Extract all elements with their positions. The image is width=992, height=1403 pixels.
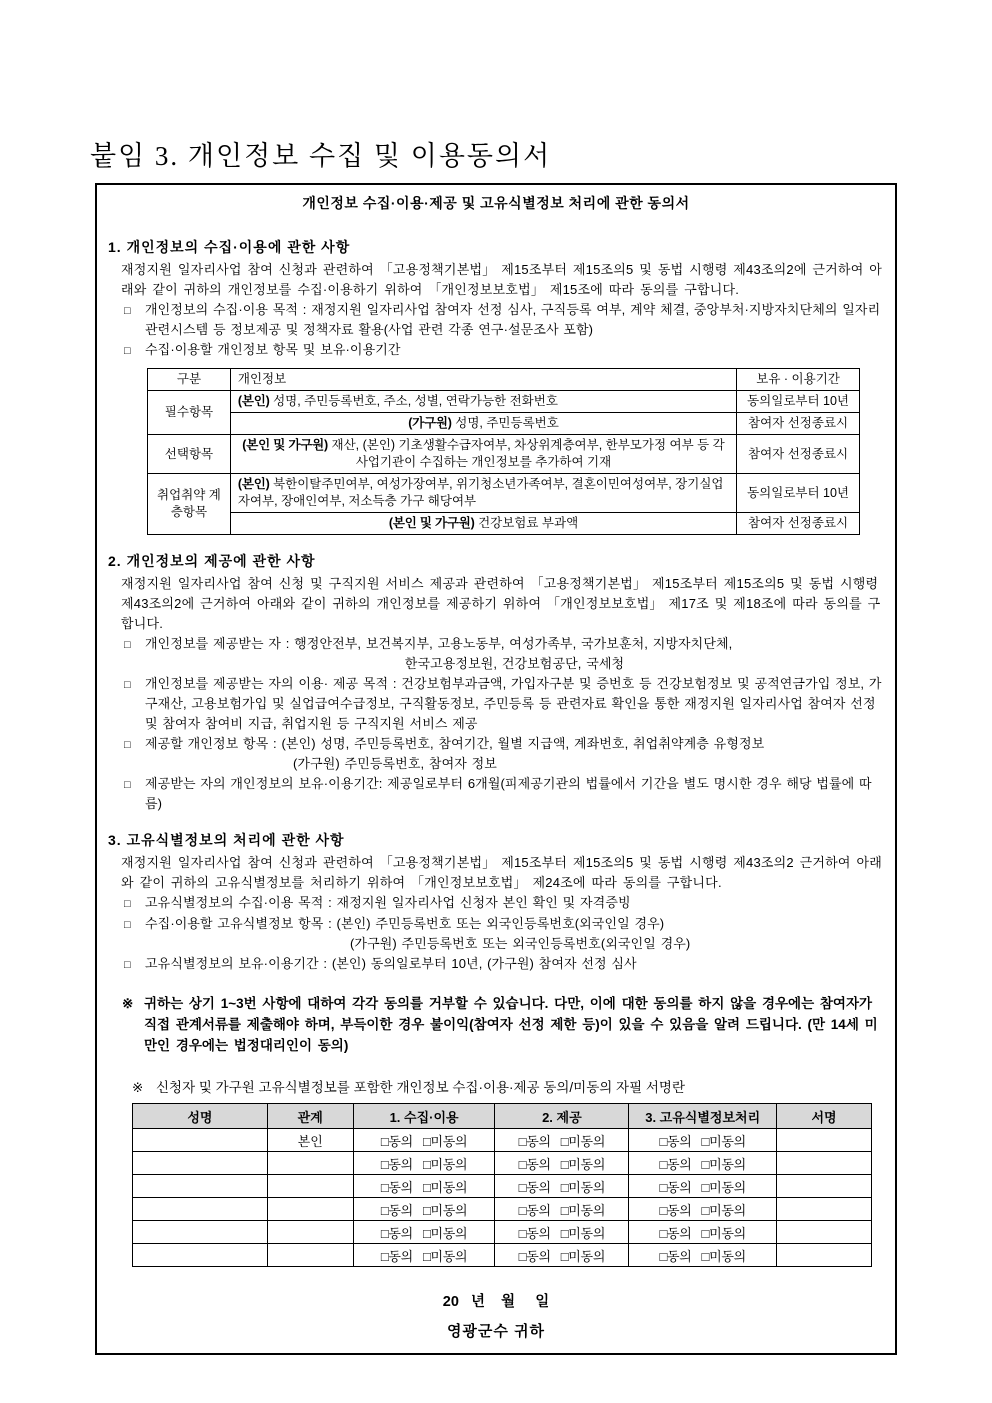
signature-table-caption <box>132 1078 884 1098</box>
agree-checkbox[interactable]: □동의 <box>380 1225 413 1241</box>
square-bullet-icon: □ <box>124 898 131 910</box>
consent-cell-unique-id <box>629 1244 777 1267</box>
bullet-text: 제공받는 자의 개인정보의 보유·이용기간: 제공일로부터 6개월(피제공기관의 법률에서 기간을 별도 명시한 경우 해당 법률에 따름) <box>145 776 872 811</box>
square-bullet-icon: □ <box>124 305 131 317</box>
name-input-cell[interactable] <box>133 1129 268 1152</box>
square-bullet-icon: □ <box>124 739 131 751</box>
col-header-collection-use: 1. 수집·이용 <box>353 1104 495 1129</box>
subject-label: (본인 및 가구원) <box>242 438 329 452</box>
consent-cell-provision <box>495 1129 629 1152</box>
section-2-intro: 재정지원 일자리사업 참여 신청 및 구직지원 서비스 제공과 관련하여 「고용정책기본법」 제15조부터 제15조의5 및 동법 시행령 제43조의2에 근거하여 아래와 같이 귀하의 개인정보를 제공하기 위하여 「개인정보보호법」 제17조 및 제18조에 따라 동의를 구합니다. <box>121 576 881 631</box>
info-text: 성명, 주민등록번호, 주소, 성별, 연락가능한 전화번호 <box>269 394 558 408</box>
bullet-text <box>145 634 884 674</box>
consent-cell-unique-id <box>629 1198 777 1221</box>
disagree-checkbox[interactable]: □미동의 <box>422 1202 468 1218</box>
agree-checkbox[interactable]: □동의 <box>380 1202 413 1218</box>
disagree-checkbox[interactable]: □미동의 <box>422 1179 468 1195</box>
disagree-checkbox[interactable]: □미동의 <box>701 1248 746 1264</box>
signature-header-row <box>133 1104 872 1129</box>
disagree-checkbox[interactable]: □미동의 <box>701 1179 746 1195</box>
signature-input-cell[interactable] <box>777 1198 872 1221</box>
signature-row <box>133 1129 872 1152</box>
name-input-cell[interactable] <box>133 1152 268 1175</box>
bullet-text: 수집·이용할 개인정보 항목 및 보유·이용기간 <box>145 342 401 357</box>
table-row <box>148 435 860 474</box>
refusal-notice <box>122 993 884 1056</box>
section-1-intro: 재정지원 일자리사업 참여 신청과 관련하여 「고용정책기본법」 제15조부터 제15조의5 및 동법 시행령 제43조의2에 근거하여 아래와 같이 귀하의 개인정보를 수집·이용하기 위하여 「개인정보보호법」 제15조에 따라 동의를 구합니다. <box>121 262 883 297</box>
square-bullet-icon: □ <box>124 639 131 651</box>
signature-row <box>133 1221 872 1244</box>
section-3-bullet-items <box>124 914 884 954</box>
disagree-checkbox[interactable]: □미동의 <box>560 1225 606 1241</box>
disagree-checkbox[interactable]: □미동의 <box>422 1248 468 1264</box>
section-2-bullet-retention <box>124 774 884 814</box>
bullet-text: 개인정보를 제공받는 자의 이용· 제공 목적 : 건강보험부과금액, 가입자구분 및 증번호 등 건강보험정보 및 공적연금가입 정보, 가구재산, 고용보험가입 및 실업급여수급정보, 구직활동정보, 주민등록 등 관련자료 확인을 통한 재정지원 일자리사업 참여자 선정 및 참여자 참여비 지급, 취업지원 등 구직지원 서비스 제공 <box>145 676 882 731</box>
relation-input-cell[interactable] <box>267 1198 353 1221</box>
col-header-relation: 관계 <box>267 1104 353 1129</box>
agree-checkbox[interactable]: □동의 <box>518 1179 551 1195</box>
agree-checkbox[interactable]: □동의 <box>518 1225 551 1241</box>
consent-cell-unique-id <box>629 1152 777 1175</box>
consent-cell-unique-id <box>629 1129 777 1152</box>
subject-label: (가구원) <box>408 416 452 430</box>
relation-cell: 본인 <box>267 1129 353 1152</box>
info-text: 건강보험료 부과액 <box>474 516 579 530</box>
section-1-bullet-purpose <box>124 300 884 340</box>
info-cell <box>230 474 736 513</box>
category-required: 필수항목 <box>148 391 231 435</box>
relation-input-cell[interactable] <box>267 1244 353 1267</box>
refusal-notice-text: 귀하는 상기 1~3번 사항에 대하여 각각 동의를 거부할 수 있습니다. 다만, 이에 대한 동의를 하지 않을 경우에는 참여자가 직접 관계서류를 제출해야 하며, 부득이한 경우 불이익(참여자 선정 제한 등)이 있을 수 있음을 알려 드립니다. (만 14세 미만인 경우에는 법정대리인이 동의) <box>144 996 878 1053</box>
category-optional: 선택항목 <box>148 435 231 474</box>
bullet-line-2: (가구원) 주민등록번호, 참여자 정보 <box>293 756 497 771</box>
section-1-heading: 1. 개인정보의 수집·이용에 관한 사항 <box>108 239 351 255</box>
square-bullet-icon: □ <box>124 679 131 691</box>
disagree-checkbox[interactable]: □미동의 <box>422 1156 468 1172</box>
agree-checkbox[interactable]: □동의 <box>518 1202 551 1218</box>
section-2-bullet-purpose <box>124 674 884 734</box>
col-header-personal-info: 개인정보 <box>230 369 736 391</box>
signature-input-cell[interactable] <box>777 1152 872 1175</box>
bullet-text: 개인정보의 수집·이용 목적 : 재정지원 일자리사업 참여자 선정 심사, 구직등록 여부, 계약 체결, 중앙부처·지방자치단체의 일자리관련시스템 등 정보제공 및 정책자료 활용(사업 관련 각종 연구·설문조사 포함) <box>145 302 881 337</box>
consent-cell-provision <box>495 1244 629 1267</box>
table-row <box>148 474 860 513</box>
table-row <box>148 513 860 535</box>
reference-mark-icon: ※ <box>122 996 134 1011</box>
name-input-cell[interactable] <box>133 1175 268 1198</box>
retention-cell: 참여자 선정종료시 <box>737 513 860 535</box>
section-2-heading: 2. 개인정보의 제공에 관한 사항 <box>108 553 316 569</box>
disagree-checkbox[interactable]: □미동의 <box>701 1202 746 1218</box>
signature-row <box>133 1152 872 1175</box>
bullet-text: 고유식별정보의 보유·이용기간 : (본인) 동의일로부터 10년, (가구원) 참여자 선정 심사 <box>145 956 637 971</box>
agree-checkbox[interactable]: □동의 <box>380 1156 413 1172</box>
relation-input-cell[interactable] <box>267 1221 353 1244</box>
col-header-category: 구분 <box>148 369 231 391</box>
relation-input-cell[interactable] <box>267 1175 353 1198</box>
disagree-checkbox[interactable]: □미동의 <box>560 1202 606 1218</box>
bullet-text <box>145 914 884 954</box>
name-input-cell[interactable] <box>133 1221 268 1244</box>
bullet-text <box>145 734 884 774</box>
consent-cell-collection <box>353 1198 495 1221</box>
recipient-line: 영광군수 귀하 <box>446 1323 546 1340</box>
relation-input-cell[interactable] <box>267 1152 353 1175</box>
retention-cell: 동의일로부터 10년 <box>737 474 860 513</box>
col-header-signature: 서명 <box>777 1104 872 1129</box>
disagree-checkbox[interactable]: □미동의 <box>701 1225 746 1241</box>
signature-input-cell[interactable] <box>777 1221 872 1244</box>
consent-form-box <box>95 183 897 1355</box>
bullet-line-1: 수집·이용할 고유식별정보 항목 : (본인) 주민등록번호 또는 외국인등록번호(외국인일 경우) <box>145 916 665 931</box>
consent-cell-collection <box>353 1244 495 1267</box>
subject-label: (본인) <box>237 394 270 408</box>
section-3-bullet-purpose <box>124 893 884 914</box>
name-input-cell[interactable] <box>133 1244 268 1267</box>
bullet-text: 고유식별정보의 수집·이용 목적 : 재정지원 일자리사업 신청자 본인 확인 및 자격증빙 <box>145 895 631 910</box>
consent-cell-collection <box>353 1152 495 1175</box>
consent-cell-unique-id <box>629 1221 777 1244</box>
disagree-checkbox[interactable]: □미동의 <box>422 1133 468 1149</box>
disagree-checkbox[interactable]: □미동의 <box>701 1133 746 1149</box>
signature-table <box>132 1103 872 1267</box>
subject-label: (본인) <box>237 477 270 491</box>
table-header-row <box>148 369 860 391</box>
signature-row <box>133 1198 872 1221</box>
bullet-line-1: 제공할 개인정보 항목 : (본인) 성명, 주민등록번호, 참여기간, 월별 지급액, 계좌번호, 취업취약계층 유형정보 <box>145 736 765 751</box>
section-2-bullet-recipients <box>124 634 884 674</box>
name-input-cell[interactable] <box>133 1198 268 1221</box>
info-text: 북한이탈주민여부, 여성가장여부, 위기청소년가족여부, 결혼이민여성여부, 장기실업자여부, 장애인여부, 저소득층 가구 해당여부 <box>237 477 724 508</box>
agree-checkbox[interactable]: □동의 <box>659 1179 692 1195</box>
signature-row <box>133 1175 872 1198</box>
date-line: 20 년 월 일 <box>442 1294 550 1310</box>
personal-info-table <box>147 368 860 535</box>
page-title: 붙임 3. 개인정보 수집 및 이용동의서 <box>90 141 552 171</box>
col-header-retention: 보유 · 이용기간 <box>737 369 860 391</box>
col-header-unique-id: 3. 고유식별정보처리 <box>629 1104 777 1129</box>
agree-checkbox[interactable]: □동의 <box>518 1156 551 1172</box>
reference-mark-icon: ※ <box>132 1080 144 1095</box>
info-text: 재산, (본인) 기초생활수급자여부, 차상위계층여부, 한부모가정 여부 등 각 사업기관이 수집하는 개인정보를 추가하여 기재 <box>328 438 725 469</box>
agree-checkbox[interactable]: □동의 <box>380 1133 413 1149</box>
agree-checkbox[interactable]: □동의 <box>518 1248 551 1264</box>
signature-input-cell[interactable] <box>777 1129 872 1152</box>
consent-cell-collection <box>353 1129 495 1152</box>
info-cell <box>230 435 736 474</box>
table-row <box>148 413 860 435</box>
form-title: 개인정보 수집·이용·제공 및 고유식별정보 처리에 관한 동의서 <box>302 195 690 211</box>
agree-checkbox[interactable]: □동의 <box>518 1133 551 1149</box>
category-vulnerable: 취업취약 계층항목 <box>148 474 231 535</box>
agree-checkbox[interactable]: □동의 <box>659 1248 692 1264</box>
col-header-name: 성명 <box>133 1104 268 1129</box>
consent-cell-unique-id <box>629 1175 777 1198</box>
consent-cell-collection <box>353 1175 495 1198</box>
subject-label: (본인 및 가구원) <box>388 516 475 530</box>
square-bullet-icon: □ <box>124 345 131 357</box>
consent-cell-collection <box>353 1221 495 1244</box>
bullet-line-1: 개인정보를 제공받는 자 : 행정안전부, 보건복지부, 고용노동부, 여성가족부, 국가보훈처, 지방자치단체, <box>145 636 733 651</box>
col-header-provision: 2. 제공 <box>495 1104 629 1129</box>
section-2-bullet-items <box>124 734 884 774</box>
bullet-line-2: (가구원) 주민등록번호 또는 외국인등록번호(외국인일 경우) <box>350 936 691 951</box>
signature-input-cell[interactable] <box>777 1244 872 1267</box>
section-3-bullet-retention <box>124 954 884 975</box>
disagree-checkbox[interactable]: □미동의 <box>560 1179 606 1195</box>
section-3-heading: 3. 고유식별정보의 처리에 관한 사항 <box>108 832 345 848</box>
retention-cell: 동의일로부터 10년 <box>737 391 860 413</box>
info-cell <box>230 513 736 535</box>
square-bullet-icon: □ <box>124 959 131 971</box>
signature-input-cell[interactable] <box>777 1175 872 1198</box>
disagree-checkbox[interactable]: □미동의 <box>560 1248 606 1264</box>
retention-cell: 참여자 선정종료시 <box>737 435 860 474</box>
table-row <box>148 391 860 413</box>
agree-checkbox[interactable]: □동의 <box>659 1225 692 1241</box>
agree-checkbox[interactable]: □동의 <box>659 1156 692 1172</box>
disagree-checkbox[interactable]: □미동의 <box>560 1133 606 1149</box>
disagree-checkbox[interactable]: □미동의 <box>560 1156 606 1172</box>
info-text: 성명, 주민등록번호 <box>451 416 559 430</box>
retention-cell: 참여자 선정종료시 <box>737 413 860 435</box>
agree-checkbox[interactable]: □동의 <box>659 1133 692 1149</box>
section-1-bullet-items <box>124 340 884 361</box>
agree-checkbox[interactable]: □동의 <box>380 1248 413 1264</box>
signature-caption-text: 신청자 및 가구원 고유식별정보를 포함한 개인정보 수집·이용·제공 동의/미동의 자필 서명란 <box>156 1080 686 1095</box>
consent-cell-provision <box>495 1198 629 1221</box>
consent-cell-provision <box>495 1175 629 1198</box>
agree-checkbox[interactable]: □동의 <box>380 1179 413 1195</box>
disagree-checkbox[interactable]: □미동의 <box>701 1156 746 1172</box>
signature-row <box>133 1244 872 1267</box>
disagree-checkbox[interactable]: □미동의 <box>422 1225 468 1241</box>
consent-cell-provision <box>495 1221 629 1244</box>
square-bullet-icon: □ <box>124 919 131 931</box>
bullet-line-2: 한국고용정보원, 건강보험공단, 국세청 <box>404 656 625 671</box>
info-cell <box>230 391 736 413</box>
info-cell <box>230 413 736 435</box>
consent-cell-provision <box>495 1152 629 1175</box>
agree-checkbox[interactable]: □동의 <box>659 1202 692 1218</box>
square-bullet-icon: □ <box>124 779 131 791</box>
section-3-intro: 재정지원 일자리사업 참여 신청과 관련하여 「고용정책기본법」 제15조부터 제15조의5 및 동법 시행령 제43조의2 근거하여 아래와 같이 귀하의 고유식별정보를 처리하기 위하여 「개인정보보호법」 제24조에 따라 동의를 구합니다. <box>121 855 883 890</box>
